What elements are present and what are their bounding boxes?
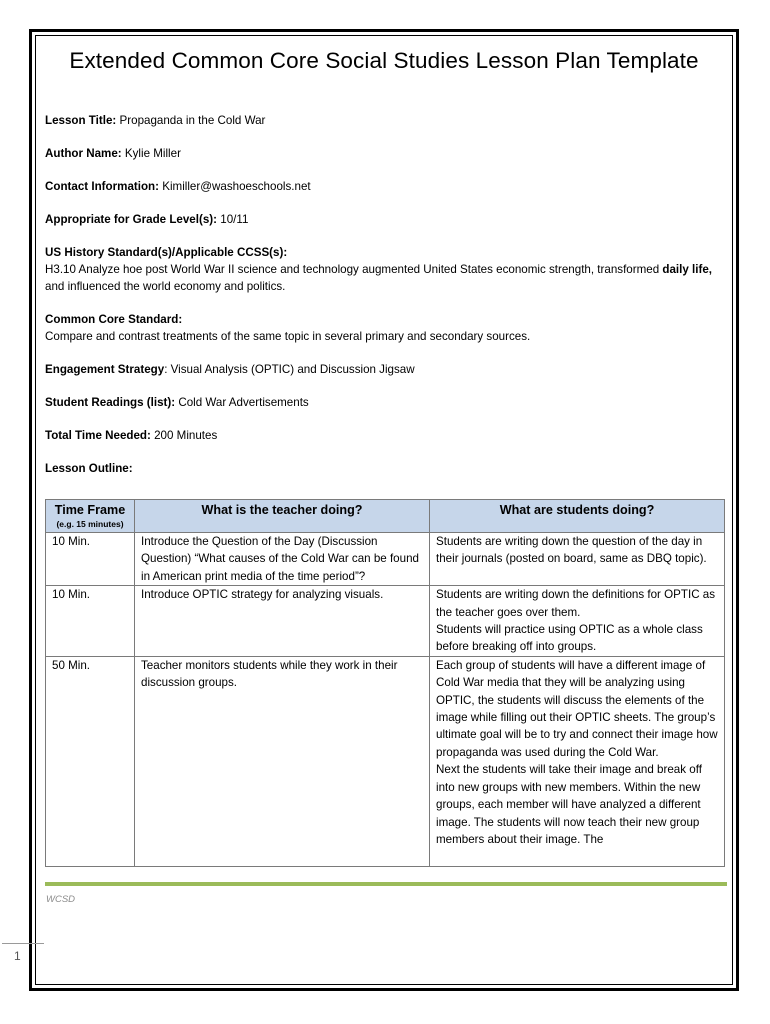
table-row — [46, 533, 725, 586]
header-time-frame-label: Time Frame — [54, 503, 126, 517]
contact-field — [45, 178, 727, 195]
outline-label — [45, 460, 727, 477]
contact-value: Kimiller@washoeschools.net — [162, 180, 311, 193]
row-time: 50 Min. — [46, 656, 135, 866]
readings-value: Cold War Advertisements — [178, 396, 309, 409]
standard-text-before: H3.10 Analyze hoe post World War II science and technology augmented United States economic strength, transformed — [45, 263, 663, 276]
standard-label: US History Standard(s)/Applicable CCSS(s): — [45, 246, 288, 259]
time-field — [45, 427, 727, 444]
header-time-frame — [46, 500, 135, 533]
header-time-frame-sub: (e.g. 15 minutes) — [56, 519, 124, 530]
footer-org: WCSD — [46, 894, 76, 905]
header-students: What are students doing? — [430, 500, 725, 533]
footer-rule — [45, 882, 727, 886]
lesson-fields — [45, 112, 727, 477]
contact-label: Contact Information: — [45, 180, 159, 193]
page-number: 1 — [14, 949, 21, 963]
outline-label-text: Lesson Outline: — [45, 462, 133, 475]
table-header-row — [46, 500, 725, 533]
engagement-label: Engagement Strategy — [45, 363, 165, 376]
time-value: 200 Minutes — [154, 429, 218, 442]
author-name-field — [45, 145, 727, 162]
row-teacher: Introduce the Question of the Day (Discussion Question) “What causes of the Cold War can be found in American print media of the time period”? — [135, 533, 430, 586]
row-students: Students are writing down the definitions for OPTIC as the teacher goes over them. Students will practice using OPTIC as a whole class before breaking off into groups. — [430, 586, 725, 657]
author-name-label: Author Name: — [45, 147, 122, 160]
time-label: Total Time Needed: — [45, 429, 151, 442]
row-time: 10 Min. — [46, 533, 135, 586]
lesson-outline-table — [45, 499, 725, 867]
common-core-field — [45, 311, 727, 345]
standard-text-bold: daily life, — [662, 263, 713, 276]
table-row — [46, 586, 725, 657]
grade-value: 10/11 — [220, 213, 249, 226]
page-title: Extended Common Core Social Studies Lesson Plan Template — [69, 48, 699, 73]
header-teacher: What is the teacher doing? — [135, 500, 430, 533]
grade-field — [45, 211, 727, 228]
engagement-value: : Visual Analysis (OPTIC) and Discussion Jigsaw — [164, 363, 415, 376]
row-students: Each group of students will have a different image of Cold War media that they will be analyzing using OPTIC, the students will discuss the elements of the image while filling out their OPTIC sheets. The group’s ultimate goal will be to try and connect their image how propaganda was used during the Cold War. Next the students will take their image and break off into new groups with new members. Within the new groups, each member will have analyzed a different image. The students will now teach their new group members about their image. The — [436, 658, 718, 846]
standard-text-after: and influenced the world economy and politics. — [45, 280, 286, 293]
lesson-title-label: Lesson Title: — [45, 114, 117, 127]
row-teacher: Teacher monitors students while they work in their discussion groups. — [135, 656, 430, 866]
common-core-label: Common Core Standard: — [45, 313, 183, 326]
author-name-value: Kylie Miller — [124, 147, 181, 160]
table-row — [46, 656, 725, 866]
row-teacher: Introduce OPTIC strategy for analyzing visuals. — [135, 586, 430, 657]
grade-label: Appropriate for Grade Level(s): — [45, 213, 218, 226]
standard-field — [45, 244, 727, 295]
readings-field — [45, 394, 727, 411]
common-core-value: Compare and contrast treatments of the same topic in several primary and secondary sources. — [45, 330, 531, 343]
engagement-field — [45, 361, 727, 378]
row-students: Students are writing down the question of the day in their journals (posted on board, same as DBQ topic). — [430, 533, 725, 586]
lesson-title-field — [45, 112, 727, 129]
lesson-title-value: Propaganda in the Cold War — [119, 114, 266, 127]
page-number-rule — [2, 943, 44, 944]
row-time: 10 Min. — [46, 586, 135, 657]
row-students-cell — [430, 656, 725, 866]
readings-label: Student Readings (list): — [45, 396, 176, 409]
